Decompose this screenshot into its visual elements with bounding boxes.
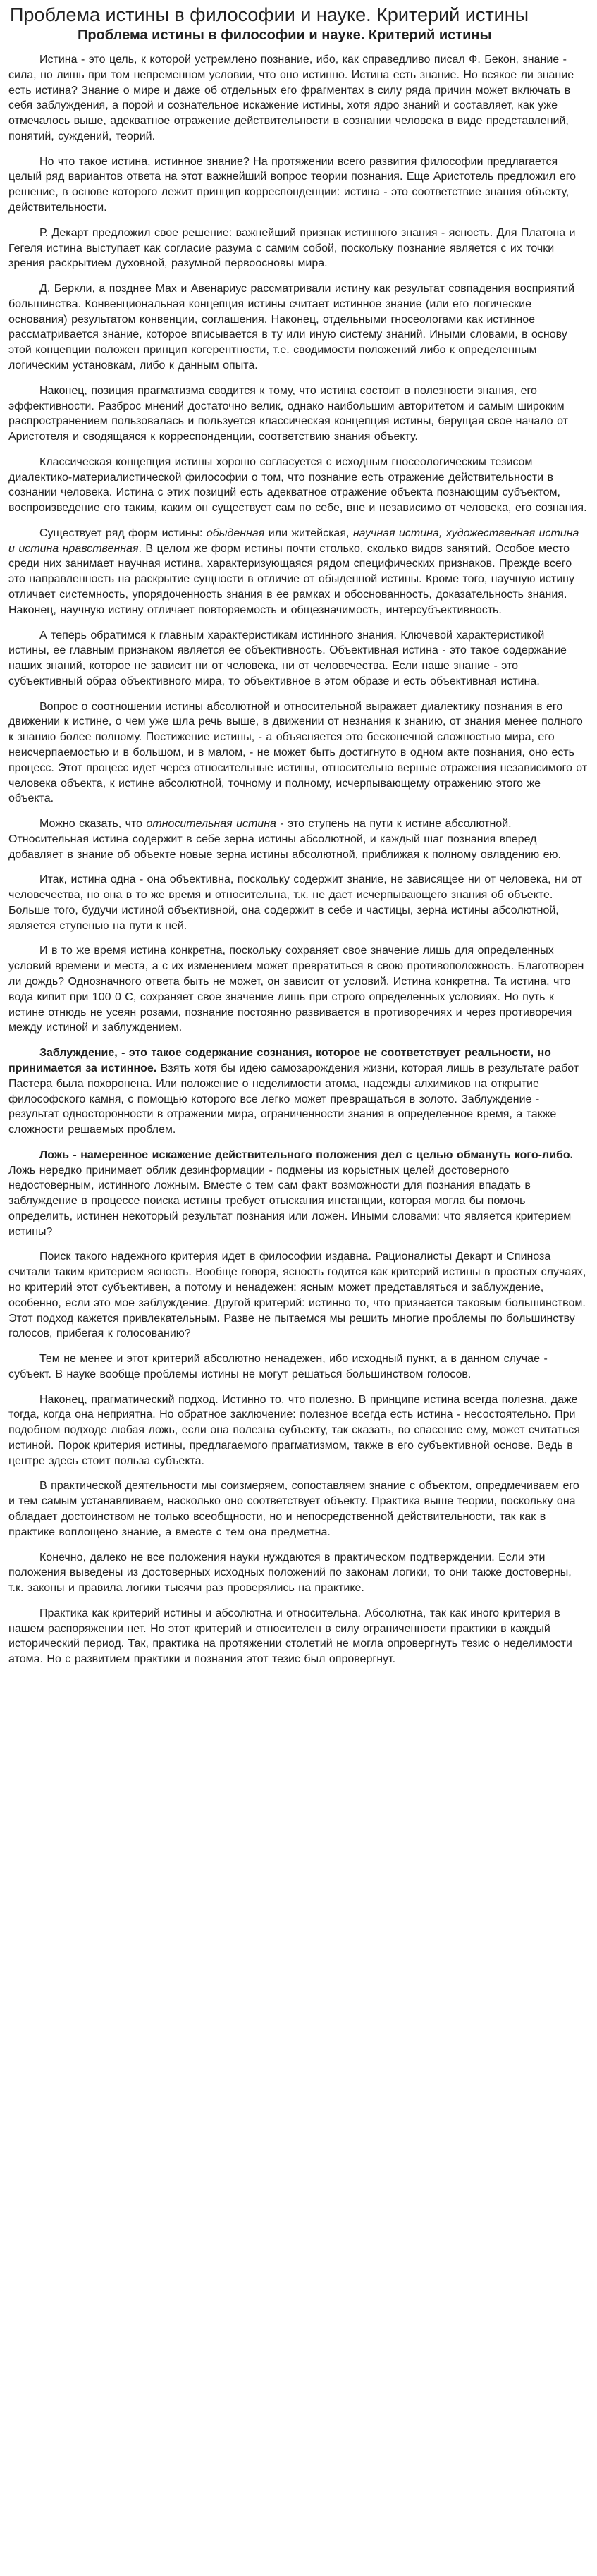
paragraph-text: Р. Декарт предложил свое решение: важнейший признак истинного знания - ясность. Для Платона и Гегеля истина выступает как согласие разума с самим собой, поскольку познание является с их точки зрения раскрытием духовной, разумной первоосновы мира. xyxy=(8,226,576,270)
article-body xyxy=(8,52,589,1667)
paragraph-text: Тем не менее и этот критерий абсолютно ненадежен, ибо исходный пункт, а в данном случае - субъект. В науке вообще проблемы истины не могут решаться большинством голосов. xyxy=(8,1353,548,1380)
paragraph-text: Д. Беркли, а позднее Мах и Авенариус рассматривали истину как результат совпадения восприятий большинства. Конвенциональная концепция истины считает истинное знание (или его логические основания) результатом конвенции, соглашения. Наконец, отдельными гносеологами как истинное рассматривается знание, которое вписывается в ту или иную систему знаний. Иными словами, в основу этой концепции положен принцип когерентности, т.е. сводимости положений либо к определенным логическим установкам, либо к данным опыта. xyxy=(8,283,575,372)
bold-definition: Ложь - намеренное искажение действительного положения дел с целью обмануть кого-либо. xyxy=(39,1148,574,1161)
paragraph xyxy=(8,154,589,216)
paragraph xyxy=(8,281,589,374)
paragraph xyxy=(8,52,589,145)
paragraph xyxy=(8,384,589,445)
paragraph-text: . В целом же форм истины почти столько, сколько видов занятий. Особое место среди них занимает научная истина, характеризующаяся рядом специфических признаков. Прежде всего это направленность на раскрытие сущности в отличие от обыденной истины. Кроме того, научную истину отличает системность, упорядоченность знания в ее рамках и обоснованность, доказательность знания. Наконец, научную истину отличает повторяемость и общезначимость, интерсубъективность. xyxy=(8,542,574,616)
bold-definition: Заблуждение, - это такое содержание сознания, которое не соответствует реальности, но принимается за истинное. xyxy=(8,1047,551,1074)
paragraph-text: Конечно, далеко не все положения науки нуждаются в практическом подтверждении. Если эти положения выведены из достоверных исходных положений по законам логики, то они также достоверны, т.к. законы и правила логики тысячи раз проверялись на практике. xyxy=(8,1551,572,1595)
paragraph xyxy=(8,1351,589,1382)
paragraph xyxy=(8,1478,589,1540)
paragraph-text: Наконец, прагматический подход. Истинно то, что полезно. В принципе истина всегда полезна, даже тогда, когда она неприятна. Но обратное заключение: полезное всегда есть истина - несостоятельно. При подобном подходе любая ложь, если она полезна субъекту, так сказать, во спасение ему, может считаться истиной. Порок критерия истины, предлагаемого прагматизмом, также в его субъективной основе. Ведь в центре здесь стоит польза субъекта. xyxy=(8,1393,580,1467)
paragraph-text: Истина - это цель, к которой устремлено познание, ибо, как справедливо писал Ф. Бекон, знание - сила, но лишь при том непременном условии, что оно истинно. Истина есть знание. Но всякое ли знание есть истина? Знание о мире и даже об отдельных его фрагментах в силу ряда причин может включать в себя заблуждения, а порой и сознательное искажение истины, хотя ядро знаний и составляет, как уже отмечалось выше, адекватное отражение действительности в сознании человека в виде представлений, понятий, суждений, теорий. xyxy=(8,54,574,142)
paragraph-text: или житейская, xyxy=(264,527,353,539)
paragraph-text: В практической деятельности мы соизмеряем, сопоставляем знание с объектом, опредмечиваем его и тем самым устанавливаем, насколько оно соответствует объекту. Практика выше теории, поскольку она обладает достоинством не только всеобщности, но и непосредственной действительности, так как в практике воплощено знание, а вместе с тем она предметна. xyxy=(8,1480,579,1538)
paragraph-text: Взять хотя бы идею самозарождения жизни, которая лишь в результате работ Пастера была похоронена. Или положение о неделимости атома, надежды алхимиков на открытие философского камня, с помощью которого все легко может превращаться в золото. Заблуждение - результат односторонности в отражении мира, ограниченности знания в определенное время, а также сложности решаемых проблем. xyxy=(8,1062,579,1136)
italic-term: научная истина, художественная истина и истина нравственная xyxy=(8,527,579,555)
paragraph-text: Существует ряд форм истины: xyxy=(39,527,207,539)
paragraph xyxy=(8,628,589,689)
paragraph-text: Практика как критерий истины и абсолютна и относительна. Абсолютна, так как иного критерия в нашем распоряжении нет. Но этот критерий и относителен в силу ограниченности практики в каждый исторический период. Так, практика на протяжении столетий не могла опровергнуть тезис о неделимости атома. Но с развитием практики и познания этот тезис был опровергнут. xyxy=(8,1607,572,1666)
paragraph-text: - это ступень на пути к истине абсолютной. Относительная истина содержит в себе зерна истины абсолютной, и каждый шаг познания вперед добавляет в знание об объекте новые зерна истины абсолютной, приближая к полному овладению ею. xyxy=(8,818,561,861)
italic-term: относительная истина xyxy=(146,818,276,830)
paragraph-text: Можно сказать, что xyxy=(39,818,147,830)
page-title: Проблема истины в философии и науке. Критерий истины xyxy=(10,4,529,25)
paragraph xyxy=(8,943,589,1036)
paragraph xyxy=(8,1045,589,1138)
italic-term: обыденная xyxy=(206,527,265,539)
paragraph-text: Итак, истина одна - она объективна, поскольку содержит знание, не зависящее ни от человека, ни от человечества, но она в то же время и относительна, т.к. не дает исчерпывающего знания об объекте. Больше того, будучи истиной объективной, она содержит в себе и частицы, зерна истины абсолютной, является ступенью на пути к ней. xyxy=(8,873,583,932)
paragraph xyxy=(8,872,589,933)
paragraph-text: Классическая концепция истины хорошо согласуется с исходным гносеологическим тезисом диалектико-материалистической философии о том, что познание есть отражение действительности в сознании человека. Истина с этих позиций есть адекватное отражение объекта познающим субъектом, воспроизведение его таким, каким он существует сам по себе, вне и независимо от человека, его сознания. xyxy=(8,455,587,515)
paragraph-text: Вопрос о соотношении истины абсолютной и относительной выражает диалектику познания в его движении к истине, о чем уже шла речь выше, в движении от незнания к знанию, от знания менее полного к знанию более полному. Постижение истины, - а объясняется это бесконечной сложностью мира, его неисчерпаемостью и в большом, и в малом, - не может быть достигнуто в одном акте познания, оно есть процесс. Этот процесс идет через относительные истины, относительно верные отражения независимого от человека объекта, к истине абсолютной, точному и полному, исчерпывающему отражению этого же объекта. xyxy=(8,700,588,805)
paragraph xyxy=(8,1392,589,1469)
paragraph xyxy=(8,526,589,618)
paragraph xyxy=(8,226,589,271)
paragraph-text: И в то же время истина конкретна, поскольку сохраняет свое значение лишь для определенных условий времени и места, а с их изменением может превратиться в свою противоположность. Благотворен ли дождь? Однозначного ответа быть не может, он зависит от условий. Истина конкретна. Та истина, что вода кипит при 100 0 С, сохраняет свое значение лишь при строго определенных условиях. Но путь к истине отнюдь не усеян розами, познание постоянно развивается в противоречиях и через противоречия между истиной и заблуждением. xyxy=(8,945,584,1034)
paragraph xyxy=(8,1550,589,1596)
paragraph-text: Поиск такого надежного критерия идет в философии издавна. Рационалисты Декарт и Спиноза считали таким критерием ясность. Вообще говоря, ясность годится как критерий истины в простых случаях, но критерий этот субъективен, а потому и ненадежен: ясным может представляться и заблуждение, особенно, если это мое заблуждение. Другой критерий: истинно то, что признается таковым большинством. Этот подход кажется привлекательным. Разве не пытаемся мы решить многие проблемы по большинству голосов, прибегая к голосованию? xyxy=(8,1251,586,1340)
paragraph xyxy=(8,816,589,862)
paragraph-text: Но что такое истина, истинное знание? На протяжении всего развития философии предлагается целый ряд вариантов ответа на этот важнейший вопрос теории познания. Еще Аристотель предложил его решение, в основе которого лежит принцип корреспонденции: истина - это соответствие знания объекту, действительности. xyxy=(8,155,577,214)
paragraph xyxy=(8,1606,589,1667)
article-heading: Проблема истины в философии и науке. Критерий истины xyxy=(78,27,492,43)
paragraph xyxy=(8,1148,589,1240)
paragraph-text: А теперь обратимся к главным характеристикам истинного знания. Ключевой характеристикой истины, ее главным признаком является ее объективность. Объективная истина - это такое содержание наших знаний, которое не зависит ни от человека, ни от человечества. Если наше знание - это субъективный образ объективного мира, то объективное в этом образе и есть объективная истина. xyxy=(8,629,567,687)
paragraph xyxy=(8,1249,589,1342)
paragraph-text: Наконец, позиция прагматизма сводится к тому, что истина состоит в полезности знания, его эффективности. Разброс мнений достаточно велик, однако наибольшим авторитетом и самым широким распространением пользовалась и пользуется классическая концепция истины, берущая свое начало от Аристотеля и сводящаяся к корреспонденции, соответствию знания объекту. xyxy=(8,384,569,443)
paragraph xyxy=(8,699,589,807)
paragraph-text: Ложь нередко принимает облик дезинформации - подмены из корыстных целей достоверного недостоверным, истинного ложным. Вместе с тем сам факт возможности для познания впадать в заблуждение в процессе поиска истины требует отыскания инстанции, которая могла бы помочь определить, истинен некоторый результат познания или ложен. Иными словами: что является критерием истины? xyxy=(8,1164,572,1238)
paragraph xyxy=(8,455,589,516)
